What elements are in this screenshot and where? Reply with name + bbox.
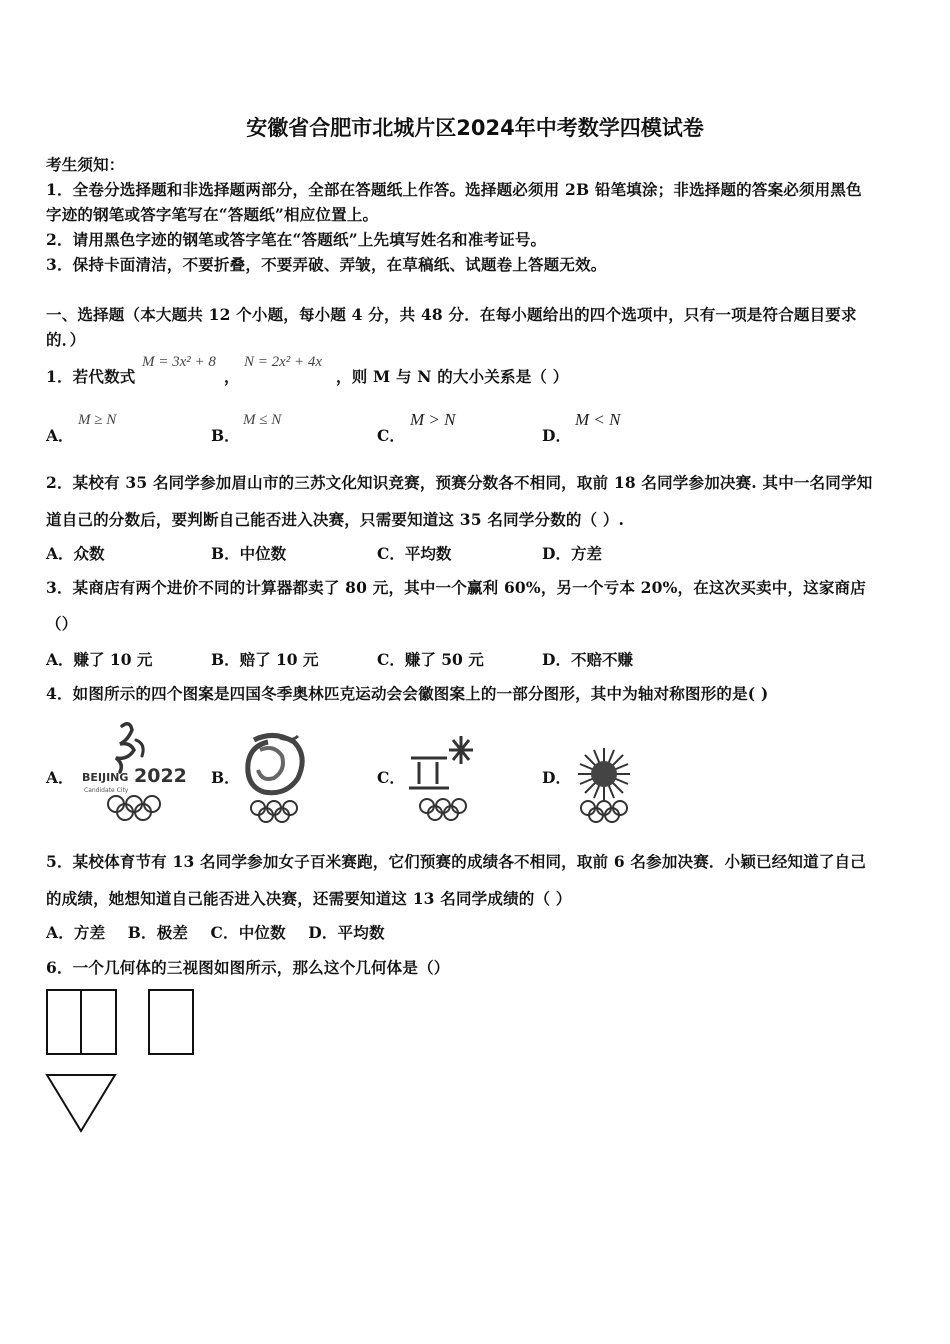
- notice-item: 2．请用黑色字迹的钢笔或答字笔在“答题纸”上先填写姓名和准考证号。: [46, 230, 547, 249]
- notice-item: 字迹的钢笔或答字笔写在“答题纸”相应位置上。: [46, 205, 379, 224]
- logo-b-swirl-image: [240, 730, 310, 825]
- q2-option-b: B．中位数: [211, 544, 287, 563]
- question-5-line2: 的成绩，她想知道自己能否进入决赛，还需要知道这 13 名同学成绩的（ ）: [46, 889, 572, 908]
- q4-option-d: D．: [542, 768, 571, 787]
- q1-option-a-expr: M ≥ N: [78, 412, 117, 428]
- logo-c-gate-image: [405, 734, 485, 826]
- q2-option-a: A．众数: [46, 544, 105, 563]
- question-6-line1: 6．一个几何体的三视图如图所示，那么这个几何体是（）: [46, 958, 450, 977]
- q1-expr-n: N = 2x² + 4x: [244, 354, 323, 370]
- logo-a-text-beijing: BEIJING: [82, 771, 129, 784]
- question-2-line2: 道自己的分数后，要判断自己能否进入决赛，只需要知道这 35 名同学分数的（ ）.: [46, 510, 625, 529]
- q1-option-b-label: B．: [211, 426, 240, 445]
- q1-comma: ，: [224, 367, 240, 386]
- logo-d-snowflake-image: [572, 742, 642, 826]
- page-title: 安徽省合肥市北城片区2024年中考数学四模试卷: [246, 116, 704, 140]
- q1-option-c-label: C．: [377, 426, 405, 445]
- q1-option-d-expr: M < N: [575, 410, 621, 429]
- notice-item: 3．保持卡面清洁，不要折叠，不要弄破、弄皱，在草稿纸、试题卷上答题无效。: [46, 255, 607, 274]
- notice-item: 1．全卷分选择题和非选择题两部分，全部在答题纸上作答。选择题必须用 2B 铅笔填涂；非选择题的答案必须用黑色: [46, 180, 862, 199]
- section-heading: 一、选择题（本大题共 12 个小题，每小题 4 分，共 48 分．在每小题给出的四个选项中，只有一项是符合题目要求: [46, 305, 857, 324]
- section-heading-cont: 的．）: [46, 330, 86, 349]
- question-2-line1: 2．某校有 35 名同学参加眉山市的三苏文化知识竞赛，预赛分数各不相同，取前 18 名同学参加决赛. 其中一名同学知: [46, 473, 873, 492]
- q1-option-b-expr: M ≤ N: [243, 412, 282, 428]
- q3-option-c: C．赚了 50 元: [377, 650, 484, 669]
- logo-a-text-candidate: Candidate City: [84, 787, 129, 794]
- q6-side-view-figure: [148, 989, 196, 1056]
- q6-top-view-figure: [46, 1074, 118, 1134]
- q1-suffix: ，则 M 与 N 的大小关系是（ ）: [336, 367, 569, 386]
- logo-a-text-2022: 2022: [134, 765, 187, 787]
- question-1-prefix: 1．若代数式: [46, 367, 136, 386]
- q4-option-c: C．: [377, 768, 405, 787]
- q4-option-b: B．: [211, 768, 240, 787]
- q1-expr-m: M = 3x² + 8: [142, 354, 216, 370]
- q3-option-a: A．赚了 10 元: [46, 650, 153, 669]
- question-3-line1: 3．某商店有两个进价不同的计算器都卖了 80 元，其中一个赢利 60%，另一个亏本 20%，在这次买卖中，这家商店: [46, 578, 866, 597]
- q6-front-view-figure: [46, 989, 118, 1056]
- q2-option-d: D．方差: [542, 544, 602, 563]
- q3-option-b: B．赔了 10 元: [211, 650, 319, 669]
- q4-option-a: A．: [46, 768, 74, 787]
- q1-option-c-expr: M > N: [410, 410, 456, 429]
- question-3-line2: （）: [46, 614, 78, 633]
- q5-options: A．方差 B．极差 C．中位数 D．平均数: [46, 923, 385, 942]
- question-5-line1: 5．某校体育节有 13 名同学参加女子百米赛跑，它们预赛的成绩各不相同，取前 6 名参加决赛．小颖已经知道了自己: [46, 852, 866, 871]
- question-4-line1: 4．如图所示的四个图案是四国冬季奥林匹克运动会会徽图案上的一部分图形，其中为轴对称图形的是( ): [46, 684, 769, 703]
- q1-option-a-label: A．: [46, 426, 74, 445]
- q2-option-c: C．平均数: [377, 544, 452, 563]
- q1-option-d-label: D．: [542, 426, 571, 445]
- logo-a-beijing-image: [78, 718, 188, 823]
- q3-option-d: D．不赔不赚: [542, 650, 633, 669]
- notice-heading: 考生须知：: [46, 155, 125, 174]
